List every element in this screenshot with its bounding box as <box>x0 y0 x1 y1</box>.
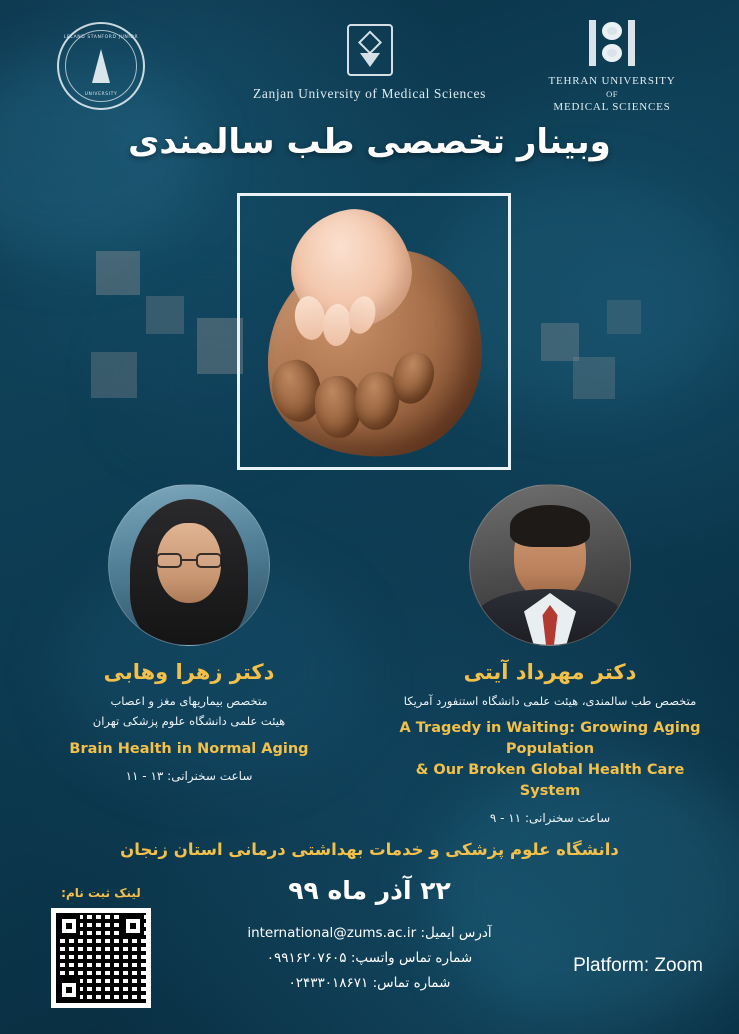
decorative-square <box>146 296 184 334</box>
zanjan-university-label: Zanjan University of Medical Sciences <box>253 86 486 101</box>
stanford-seal-top-text: LELAND STANFORD JUNIOR <box>63 35 139 40</box>
decorative-square <box>573 357 615 399</box>
avatar <box>469 484 631 646</box>
qr-code-pattern <box>56 913 146 1003</box>
speaker-topic <box>24 739 354 760</box>
speaker-card-ayati <box>385 484 715 825</box>
tehran-university-logo <box>527 20 697 115</box>
logo-bar <box>0 14 739 124</box>
qr-code[interactable] <box>51 908 151 1008</box>
speaker-name: دکتر زهرا وهابی <box>103 660 275 684</box>
email-value[interactable]: international@zums.ac.ir <box>247 925 417 941</box>
platform-label: Platform: Zoom <box>573 955 703 976</box>
phone-value: ۰۲۴۳۳۰۱۸۶۷۱ <box>288 975 369 991</box>
tehran-university-label <box>527 74 697 115</box>
speakers-section <box>0 484 739 826</box>
registration-qr-block[interactable] <box>42 886 160 1008</box>
qr-finder-icon <box>58 979 80 1001</box>
speaker-affiliation: متخصص طب سالمندی، هیئت علمی دانشگاه استنفورد آمریکا <box>403 694 697 708</box>
hero-photo-frame <box>237 193 511 470</box>
speaker-topic-line-1: A Tragedy in Waiting: Growing Aging Population <box>399 720 701 758</box>
decorative-square <box>607 300 641 334</box>
speaker-card-vahabi <box>24 484 354 783</box>
speaker-topic-line-2: & Our Broken Global Health Care System <box>415 762 685 800</box>
poster-title: وبینار تخصصی طب سالمندی <box>128 122 611 162</box>
stanford-university-logo <box>57 22 145 110</box>
qr-label: لینک ثبت نام: <box>61 886 141 900</box>
stanford-tree-icon <box>92 49 110 83</box>
event-date: ۲۲ آذر ماه ۹۹ <box>288 876 451 905</box>
email-label: آدرس ایمیل: <box>420 925 492 941</box>
phone-label: شماره تماس: <box>372 975 451 991</box>
speaker-topic-line-1: Brain Health in Normal Aging <box>69 740 309 757</box>
zanjan-emblem-icon <box>347 24 393 76</box>
qr-finder-icon <box>58 915 80 937</box>
whatsapp-label: شماره تماس واتسپ: <box>350 950 473 966</box>
tehran-line-2: OF <box>606 88 618 99</box>
tehran-emblem-icon <box>585 20 639 68</box>
avatar-glasses <box>156 553 222 569</box>
speaker-time: ساعت سخنرانی: ۱۳ - ۱۱ <box>125 768 253 783</box>
speaker-affiliation-line-1: متخصص بیماریهای مغز و اعصاب <box>110 694 268 708</box>
decorative-square <box>541 323 579 361</box>
tehran-line-3: MEDICAL SCIENCES <box>553 101 671 114</box>
speaker-time: ساعت سخنرانی: ۱۱ - ۹ <box>489 811 611 826</box>
organizer-line: دانشگاه علوم پزشکی و خدمات بهداشتی درمانی استان زنجان <box>120 840 619 859</box>
stanford-seal-icon <box>57 22 145 110</box>
qr-finder-icon <box>122 915 144 937</box>
speaker-affiliation-line-2: هیئت علمی دانشگاه علوم پزشکی تهران <box>92 714 286 729</box>
avatar <box>108 484 270 646</box>
decorative-square <box>96 251 140 295</box>
speaker-topic <box>385 718 715 802</box>
whatsapp-value: ۰۹۹۱۶۲۰۷۶۰۵ <box>266 950 347 966</box>
avatar-hair <box>510 505 590 547</box>
decorative-square <box>91 352 137 398</box>
zanjan-university-logo <box>210 24 530 102</box>
speaker-name: دکتر مهرداد آیتی <box>463 660 637 684</box>
stanford-seal-bottom-text: UNIVERSITY <box>84 92 118 97</box>
tehran-line-1: TEHRAN UNIVERSITY <box>548 75 676 87</box>
